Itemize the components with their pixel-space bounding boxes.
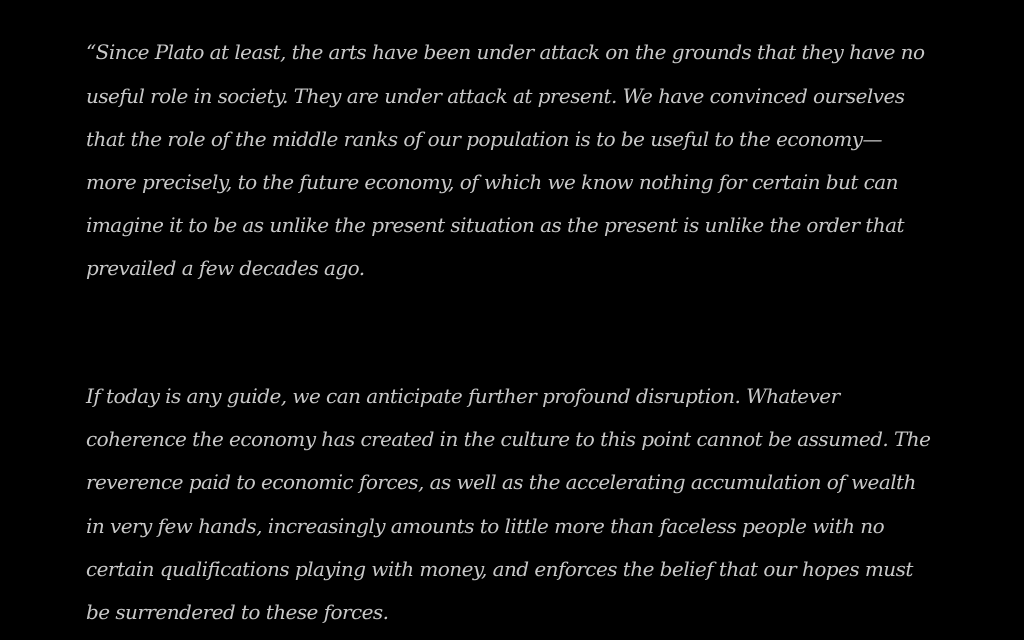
text-line: more precisely, to the future economy, of which we know nothing for certain but can: [86, 170, 898, 194]
text-line: useful role in society. They are under attack at present. We have convinced ourselves: [86, 84, 905, 108]
text-line: prevailed a few decades ago.: [86, 256, 365, 280]
text-line: coherence the economy has created in the culture to this point cannot be assumed. The: [86, 427, 931, 451]
text-line: imagine it to be as unlike the present situation as the present is unlike the order that: [86, 213, 904, 237]
text-line: “Since Plato at least, the arts have been under attack on the grounds that they have no: [86, 40, 925, 64]
text-line: reverence paid to economic forces, as well as the accelerating accumulation of wealth: [86, 470, 916, 494]
text-line: certain qualifications playing with money, and enforces the belief that our hopes must: [86, 557, 913, 581]
text-line: If today is any guide, we can anticipate further profound disruption. Whatever: [86, 384, 840, 408]
text-line: that the role of the middle ranks of our population is to be useful to the economy—: [86, 127, 882, 151]
text-line: be surrendered to these forces.: [86, 600, 389, 624]
text-line: in very few hands, increasingly amounts to little more than faceless people with no: [86, 514, 885, 538]
